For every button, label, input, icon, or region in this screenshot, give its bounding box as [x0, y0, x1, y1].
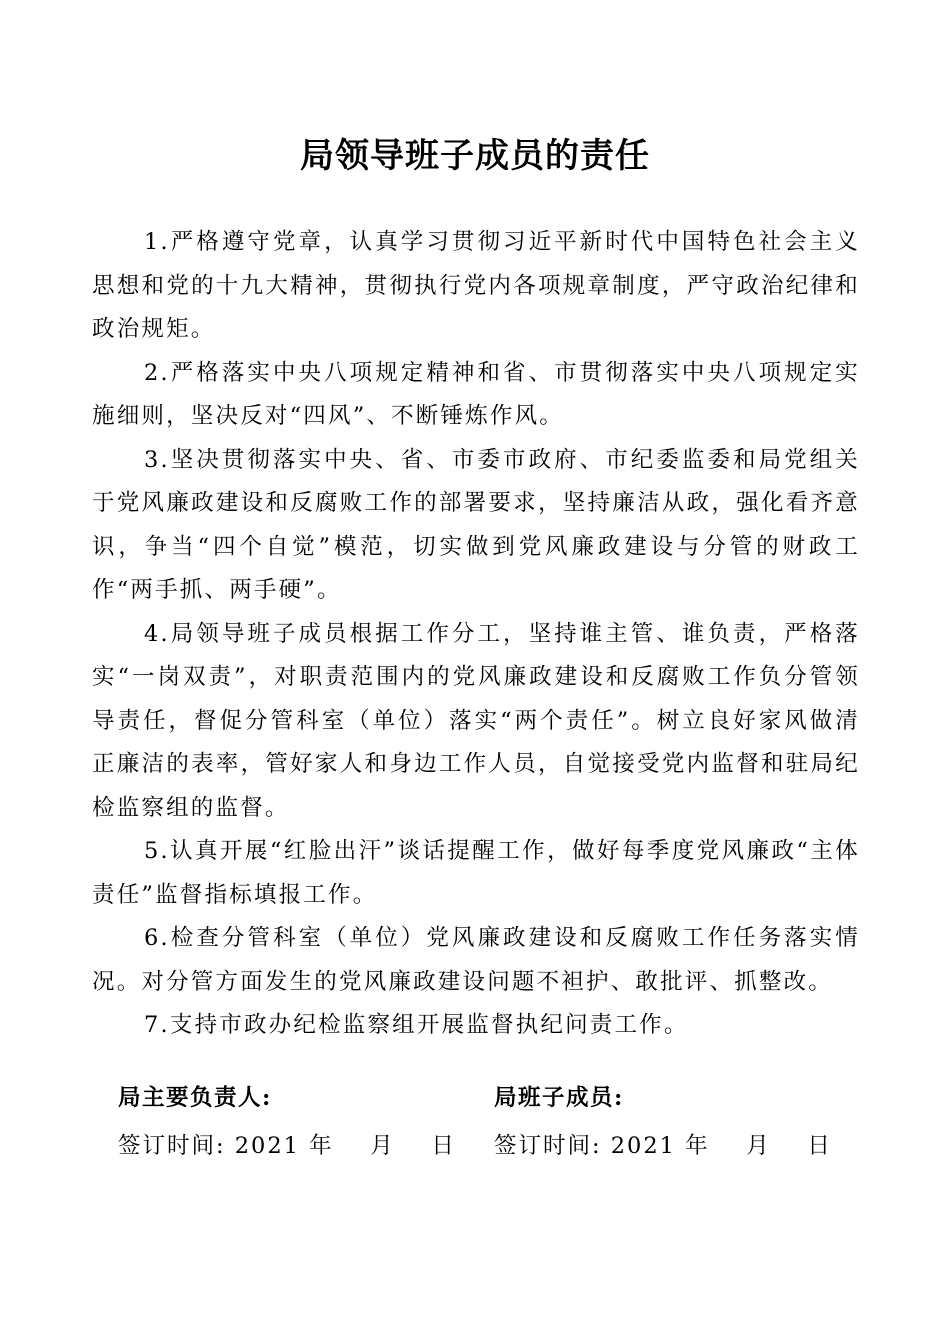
signature-label-leader: 局主要负责人:	[118, 1085, 272, 1111]
paragraph-5: 5.认真开展“红脸出汗”谈话提醒工作，做好每季度党风廉政“主体责任”监督指标填报工作。	[92, 838, 860, 908]
signature-label-members: 局班子成员:	[494, 1085, 624, 1111]
paragraph-1: 1.严格遵守党章，认真学习贯彻习近平新时代中国特色社会主义思想和党的十九大精神，贯彻执行党内各项规章制度，严守政治纪律和政治规矩。	[92, 229, 860, 342]
document-body	[92, 221, 860, 1048]
paragraph-2: 2.严格落实中央八项规定精神和省、市贯彻落实中央八项规定实施细则，坚决反对“四风”、不断锤炼作风。	[92, 359, 860, 429]
signature-date-members: 签订时间: 2021 年 月 日	[494, 1133, 832, 1159]
signature-block-members	[494, 1078, 854, 1166]
paragraph-4: 4.局领导班子成员根据工作分工，坚持谁主管、谁负责，严格落实“一岗双责”，对职责范围内的党风廉政建设和反腐败工作负分管领导责任，督促分管科室（单位）落实“两个责任”。树立良好家风做清正廉洁的表率，管好家人和身边工作人员，自觉接受党内监督和驻局纪检监察组的监督。	[92, 620, 860, 821]
paragraph-3: 3.坚决贯彻落实中央、省、市委市政府、市纪委监委和局党组关于党风廉政建设和反腐败工作的部署要求，坚持廉洁从政，强化看齐意识，争当“四个自觉”模范，切实做到党风廉政建设与分管的财政工作“两手抓、两手硬”。	[92, 446, 860, 603]
signature-block-leader	[118, 1078, 478, 1166]
paragraph-6: 6.检查分管科室（单位）党风廉政建设和反腐败工作任务落实情况。对分管方面发生的党风廉政建设问题不袒护、敢批评、抓整改。	[92, 925, 860, 995]
document-title: 局领导班子成员的责任	[300, 136, 650, 176]
signature-date-leader: 签订时间: 2021 年 月 日	[118, 1133, 456, 1159]
paragraph-7: 7.支持市政办纪检监察组开展监督执纪问责工作。	[144, 1012, 689, 1038]
